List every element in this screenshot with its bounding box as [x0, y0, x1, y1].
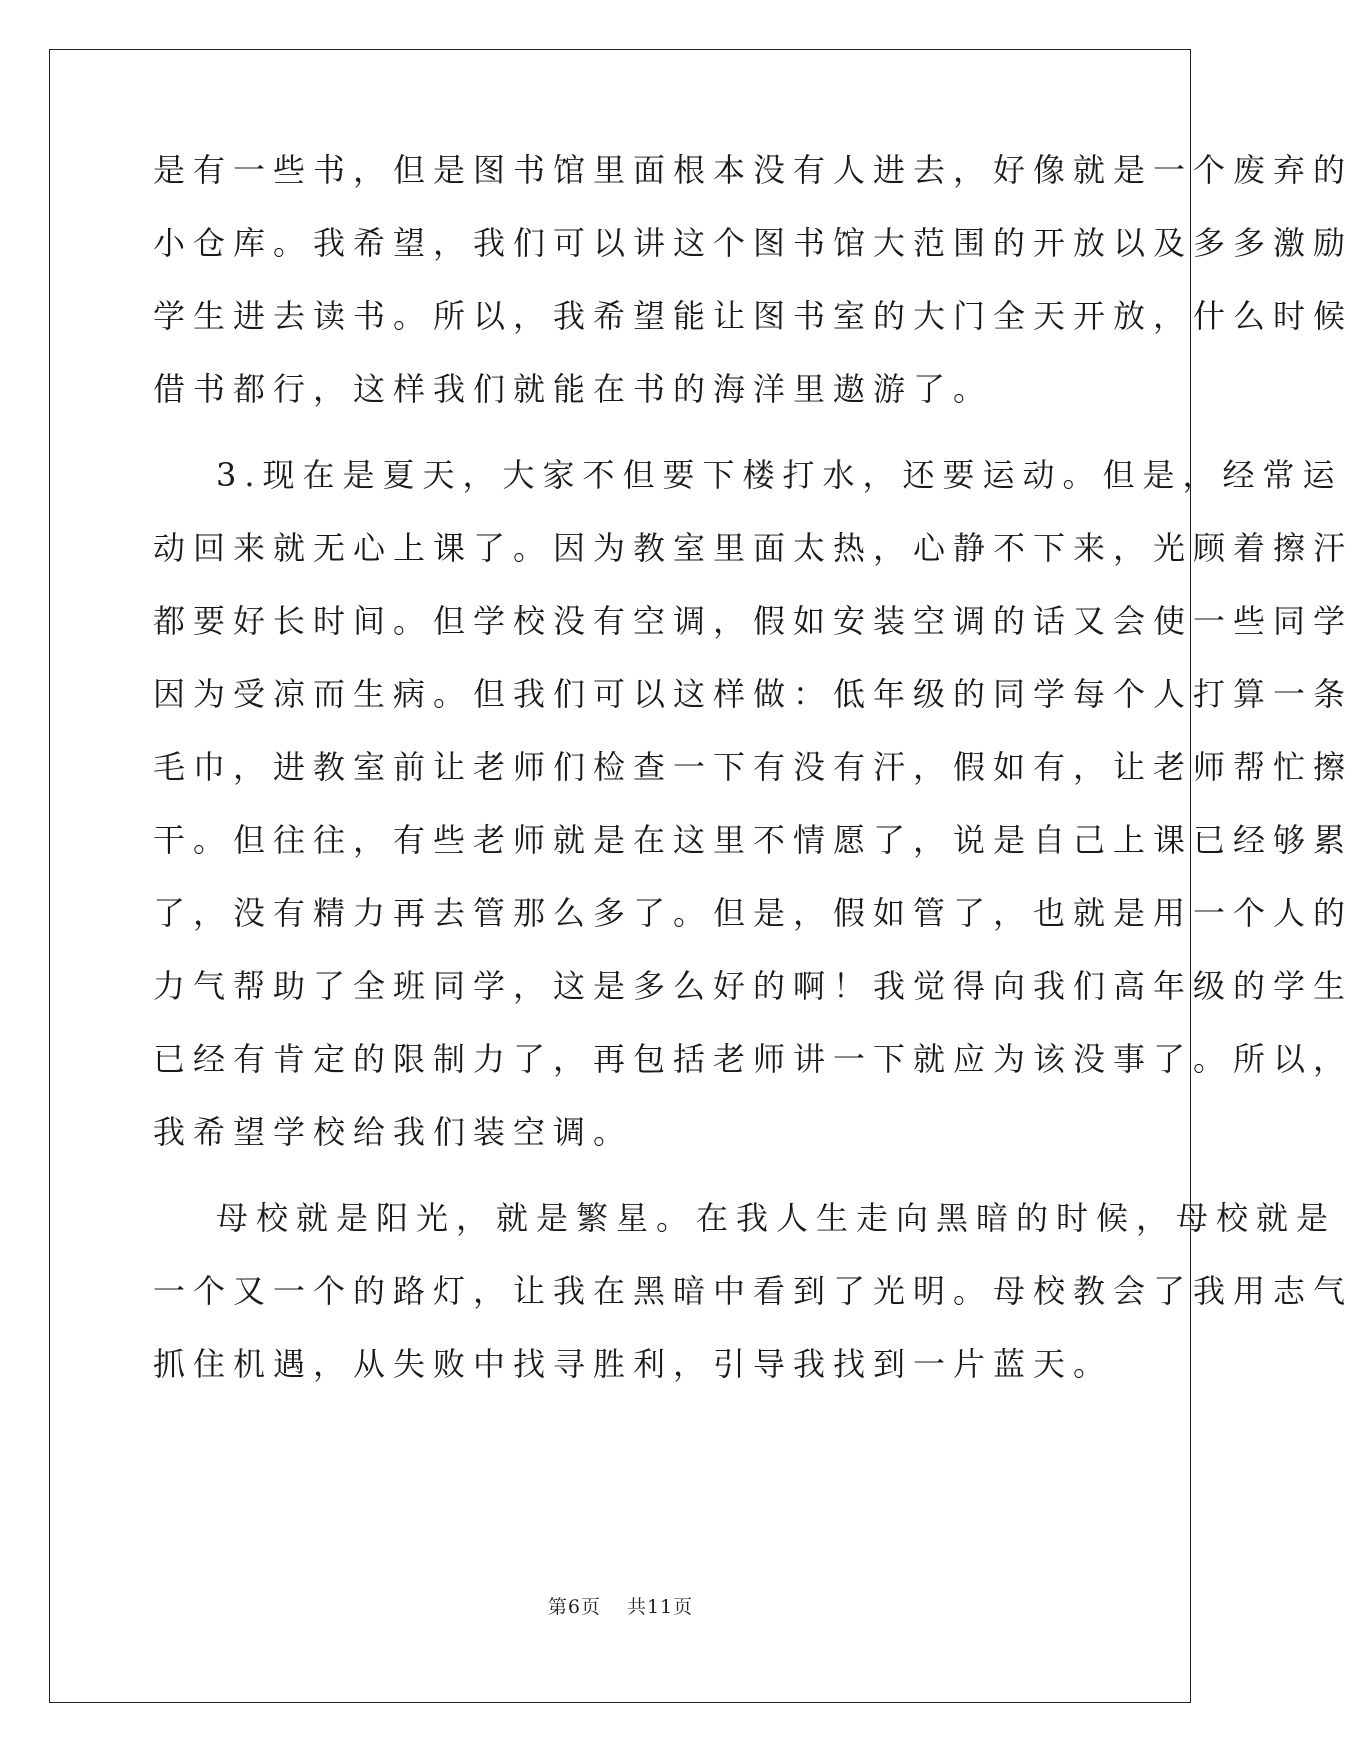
paragraph-start-line: 3.现在是夏天，大家不但要下楼打水，还要运动。但是，经常运	[216, 456, 1343, 494]
page-footer	[0, 1592, 1241, 1619]
text-line: 我希望学校给我们装空调。	[153, 1113, 634, 1151]
page-number: 第6页	[547, 1596, 601, 1618]
text-line: 已经有肯定的限制力了，再包括老师讲一下就应为该没事了。所以，	[153, 1040, 1353, 1078]
text-line: 力气帮助了全班同学，这是多么好的啊！我觉得向我们高年级的学生	[153, 967, 1353, 1005]
text-line: 小仓库。我希望，我们可以讲这个图书馆大范围的开放以及多多激励	[153, 224, 1353, 262]
text-line: 动回来就无心上课了。因为教室里面太热，心静不下来，光顾着擦汗	[153, 529, 1353, 567]
text-line: 学生进去读书。所以，我希望能让图书室的大门全天开放，什么时候	[153, 297, 1353, 335]
total-pages: 共11页	[626, 1596, 694, 1618]
paragraph-start-line: 母校就是阳光，就是繁星。在我人生走向黑暗的时候，母校就是	[216, 1199, 1337, 1237]
text-line: 抓住机遇，从失败中找寻胜利，引导我找到一片蓝天。	[153, 1345, 1114, 1383]
text-line: 是有一些书，但是图书馆里面根本没有人进去，好像就是一个废弃的	[153, 151, 1353, 189]
text-line: 毛巾，进教室前让老师们检查一下有没有汗，假如有，让老师帮忙擦	[153, 748, 1353, 786]
text-line: 借书都行，这样我们就能在书的海洋里遨游了。	[153, 370, 994, 408]
text-line: 一个又一个的路灯，让我在黑暗中看到了光明。母校教会了我用志气	[153, 1272, 1353, 1310]
text-line: 了，没有精力再去管那么多了。但是，假如管了，也就是用一个人的	[153, 894, 1353, 932]
text-line: 都要好长时间。但学校没有空调，假如安装空调的话又会使一些同学	[153, 602, 1353, 640]
text-line: 干。但往往，有些老师就是在这里不情愿了，说是自己上课已经够累	[153, 821, 1353, 859]
text-line: 因为受凉而生病。但我们可以这样做：低年级的同学每个人打算一条	[153, 675, 1353, 713]
